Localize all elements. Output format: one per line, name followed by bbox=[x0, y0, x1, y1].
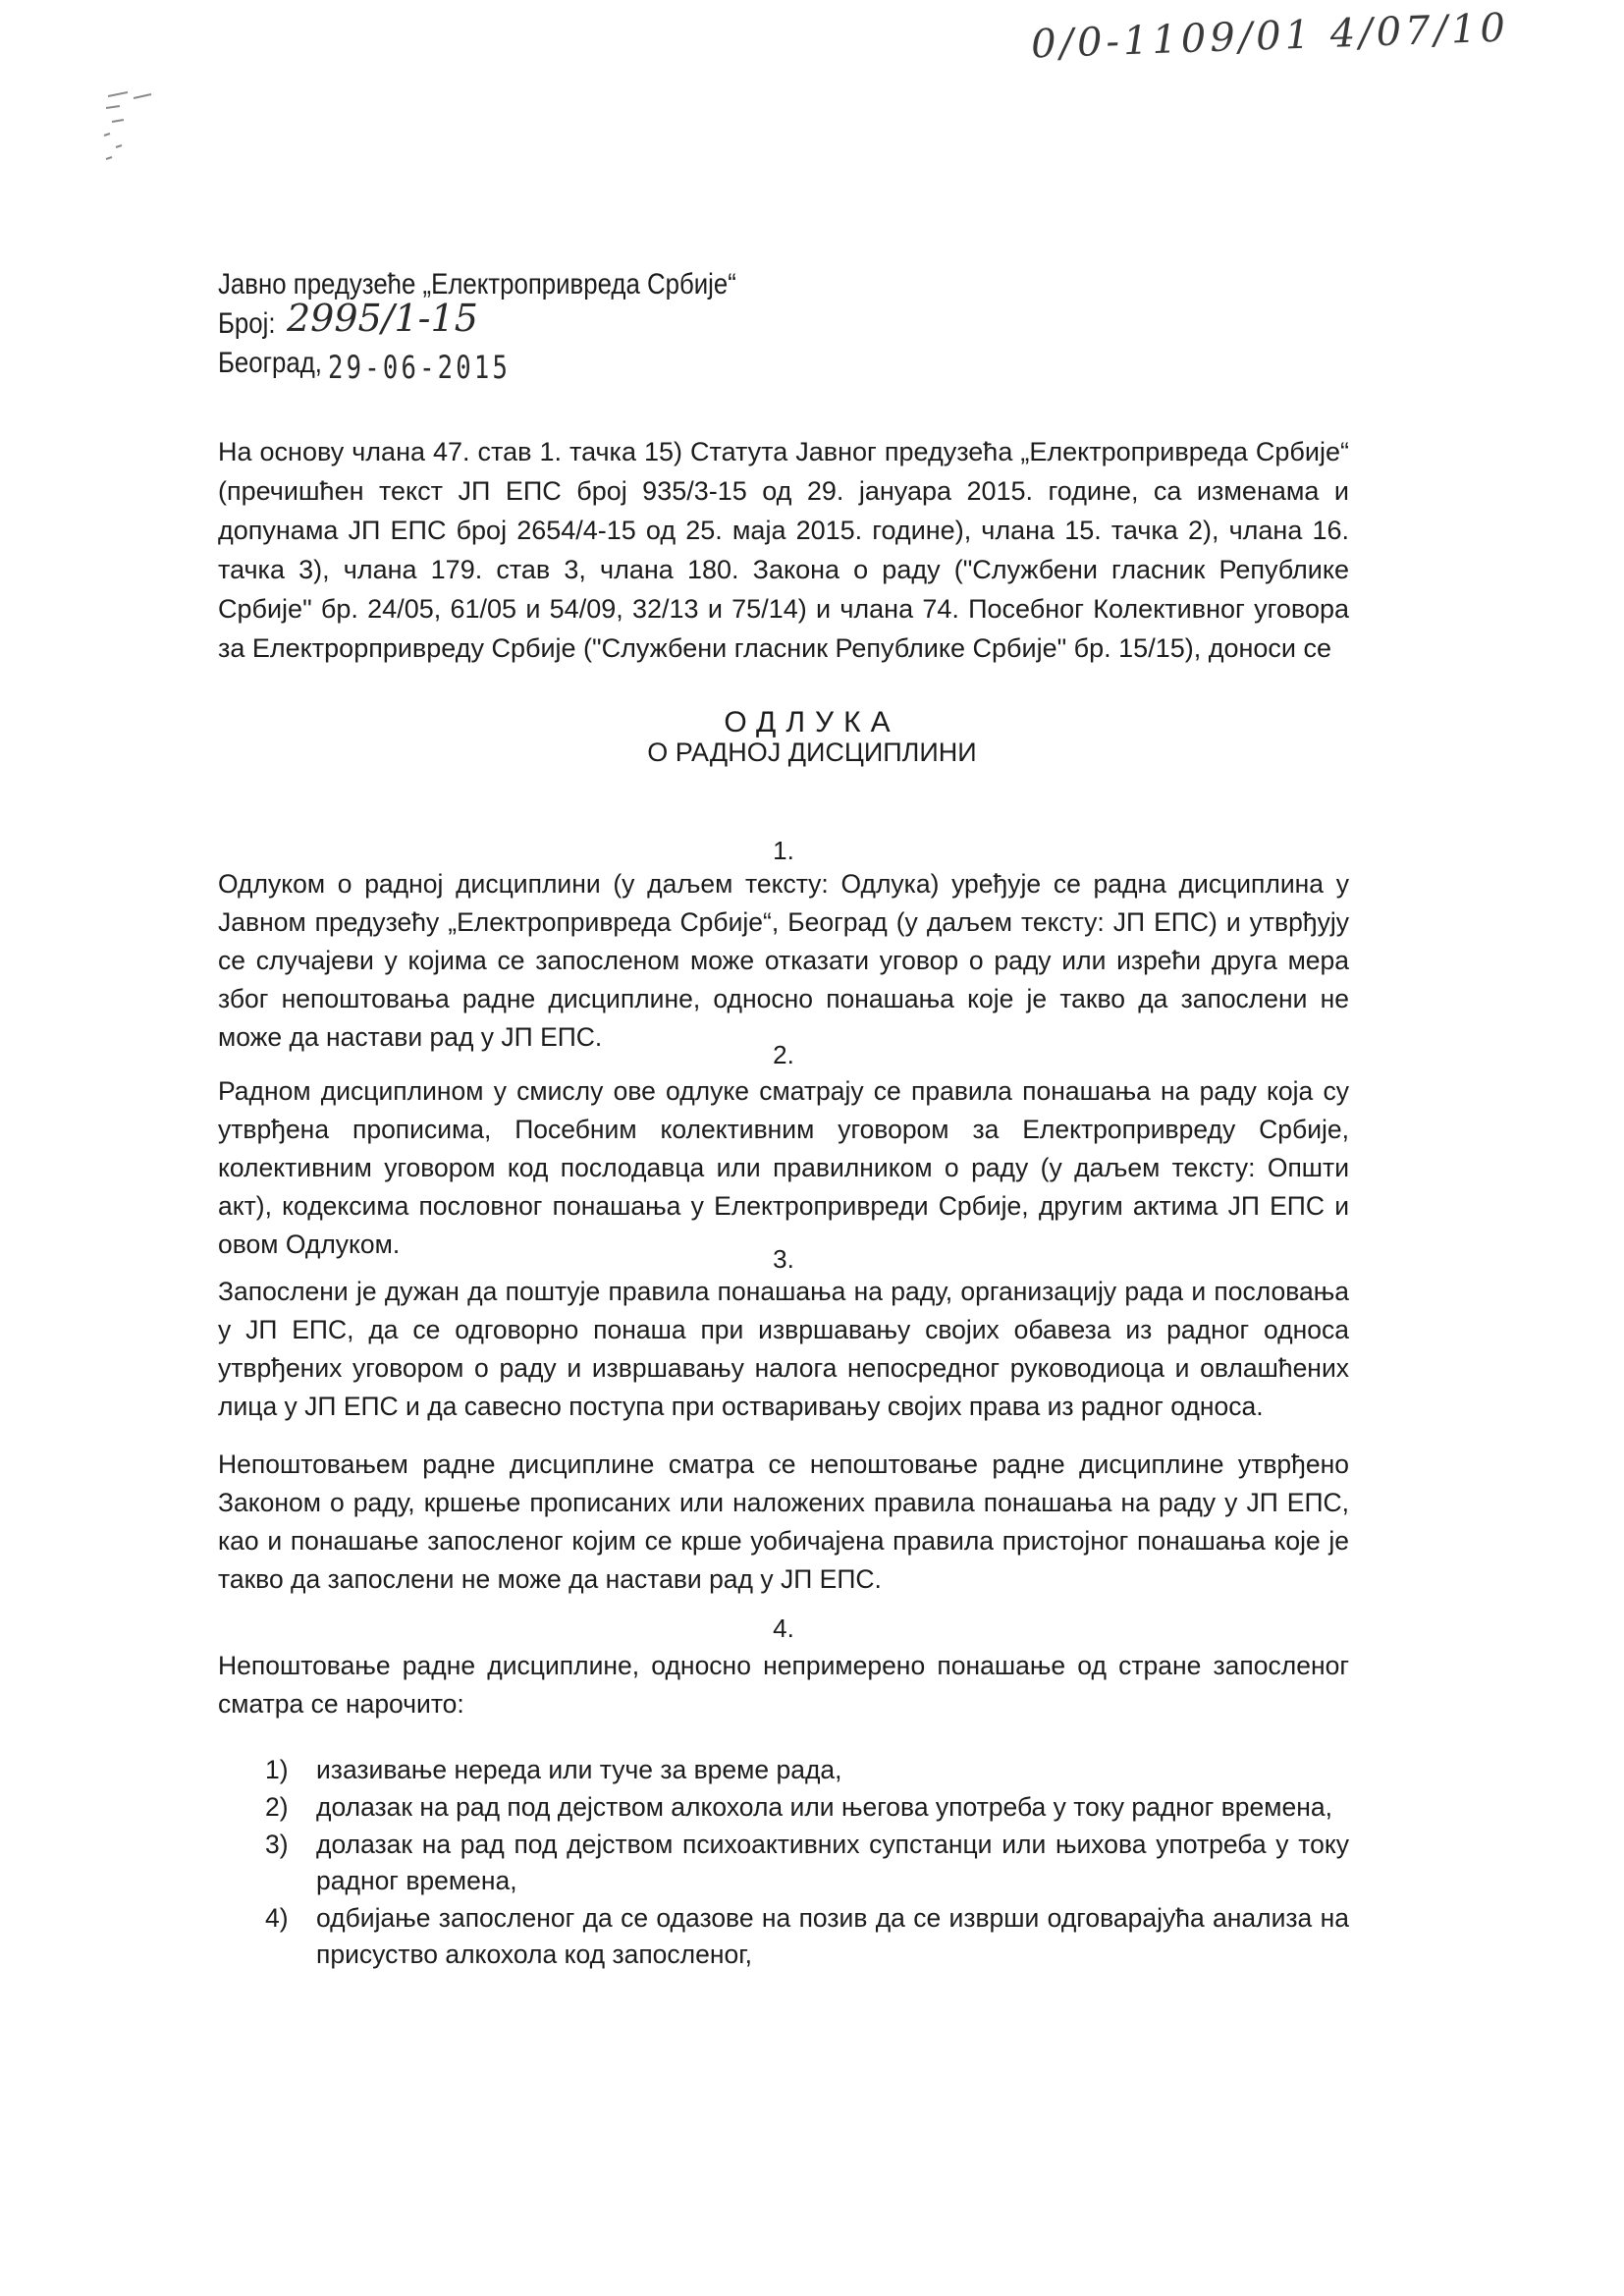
list-item bbox=[265, 1789, 1349, 1826]
list-item bbox=[265, 1900, 1349, 1973]
article-paragraph: Запослени је дужан да поштује правила понашања на раду, организацију рада и пословања у ЈП ЕПС, да се одговорно понаша при извршавању својих обавеза из радног односа утврђених уговором о раду и извршавању налога непосредног руководиоца и овлашћених лица у ЈП ЕПС и да савесно поступа при остваривању својих права из радног односа. bbox=[218, 1277, 1349, 1421]
list-item-number: 2) bbox=[265, 1792, 289, 1822]
list-item-text: одбијање запосленог да се одазове на позив да се изврши одговарајућа анализа на присуство алкохола код запосленог, bbox=[316, 1903, 1349, 1969]
article-paragraph: Радном дисциплином у смислу ове одлуке сматрају се правила понашања на раду која су утврђена прописима, Посебним колективним уговором за Електропривреду Србије, колективним уговором код послодавца или правилником о раду (у даљем тексту: Општи акт), кодексима пословног понашања у Електропривреди Србије, другим актима ЈП ЕПС и овом Одлуком. bbox=[218, 1076, 1349, 1259]
document-header bbox=[218, 265, 905, 386]
preamble: На основу члана 47. став 1. тачка 15) Статута Јавног предузећа „Електропривреда Србије“ (пречишћен текст ЈП ЕПС број 935/3-15 од 29. јануара 2015. године, са изменама и допунама ЈП ЕПС број 2654/4-15 од 25. маја 2015. године), члана 15. тачка 2), члана 16. тачка 3), члана 179. став 3, члана 180. Закона о раду ("Службени гласник Републике Србије" бр. 24/05, 61/05 и 54/09, 32/13 и 75/14) и члана 74. Посебног Колективног уговора за Електрорпривреду Србије ("Службени гласник Републике Србије" бр. 15/15), доноси се bbox=[218, 437, 1349, 663]
document-number: 2995/1-15 bbox=[287, 297, 478, 340]
article-paragraph: Непоштовањем радне дисциплине сматра се непоштовање радне дисциплине утврђено Законом о раду, кршење прописаних или наложених правила понашања на раду у ЈП ЕПС, као и понашање запосленог којим се крше уобичајена правила пристојног понашања које је такво да запослени не може да настави рад у ЈП ЕПС. bbox=[218, 1449, 1349, 1594]
organization-name: Јавно предузеће „Електропривреда Србије“ bbox=[218, 268, 736, 301]
article-number: 4. bbox=[773, 1613, 794, 1643]
list-item-number: 1) bbox=[265, 1755, 289, 1784]
list-item-text: долазак на рад под дејством алкохола или његова употреба у току радног времена, bbox=[316, 1792, 1332, 1822]
document-subtitle: О РАДНОЈ ДИСЦИПЛИНИ bbox=[647, 738, 977, 767]
article-number: 2. bbox=[773, 1040, 794, 1069]
margin-marks bbox=[98, 88, 177, 177]
list-item-number: 3) bbox=[265, 1830, 289, 1859]
handwritten-note: 0/0-1109/01 4/07/10 bbox=[1030, 5, 1510, 68]
article-number: 1. bbox=[773, 836, 794, 865]
list-item-text: изазивање нереда или туче за време рада, bbox=[316, 1755, 842, 1784]
number-label: Број: bbox=[218, 307, 276, 340]
article-number: 3. bbox=[773, 1244, 794, 1274]
list-item-number: 4) bbox=[265, 1903, 289, 1933]
list-item-text: долазак на рад под дејством психоактивних супстанци или њихова употреба у току радног времена, bbox=[316, 1830, 1349, 1895]
list-item bbox=[265, 1752, 1349, 1788]
article-paragraph: Одлуком о радној дисциплини (у даљем тексту: Одлука) уређује се радна дисциплина у Јавном предузећу „Електропривреда Србије“, Београд (у даљем тексту: ЈП ЕПС) и утврђују се случајеви у којима се запосленом може отказати уговор о раду или изрећи друга мера због непоштовања радне дисциплине, односно понашања које је такво да запослени не може да настави рад у ЈП ЕПС. bbox=[218, 869, 1349, 1052]
article-paragraph: Непоштовање радне дисциплине, односно непримерено понашање од стране запосленог сматра се нарочито: bbox=[218, 1651, 1349, 1719]
date-stamp: 29-06-2015 bbox=[328, 349, 512, 386]
city-label: Београд, bbox=[218, 347, 322, 379]
document-title: ОДЛУКА bbox=[724, 706, 900, 738]
list-item bbox=[265, 1827, 1349, 1899]
violations-list bbox=[265, 1752, 1349, 1974]
